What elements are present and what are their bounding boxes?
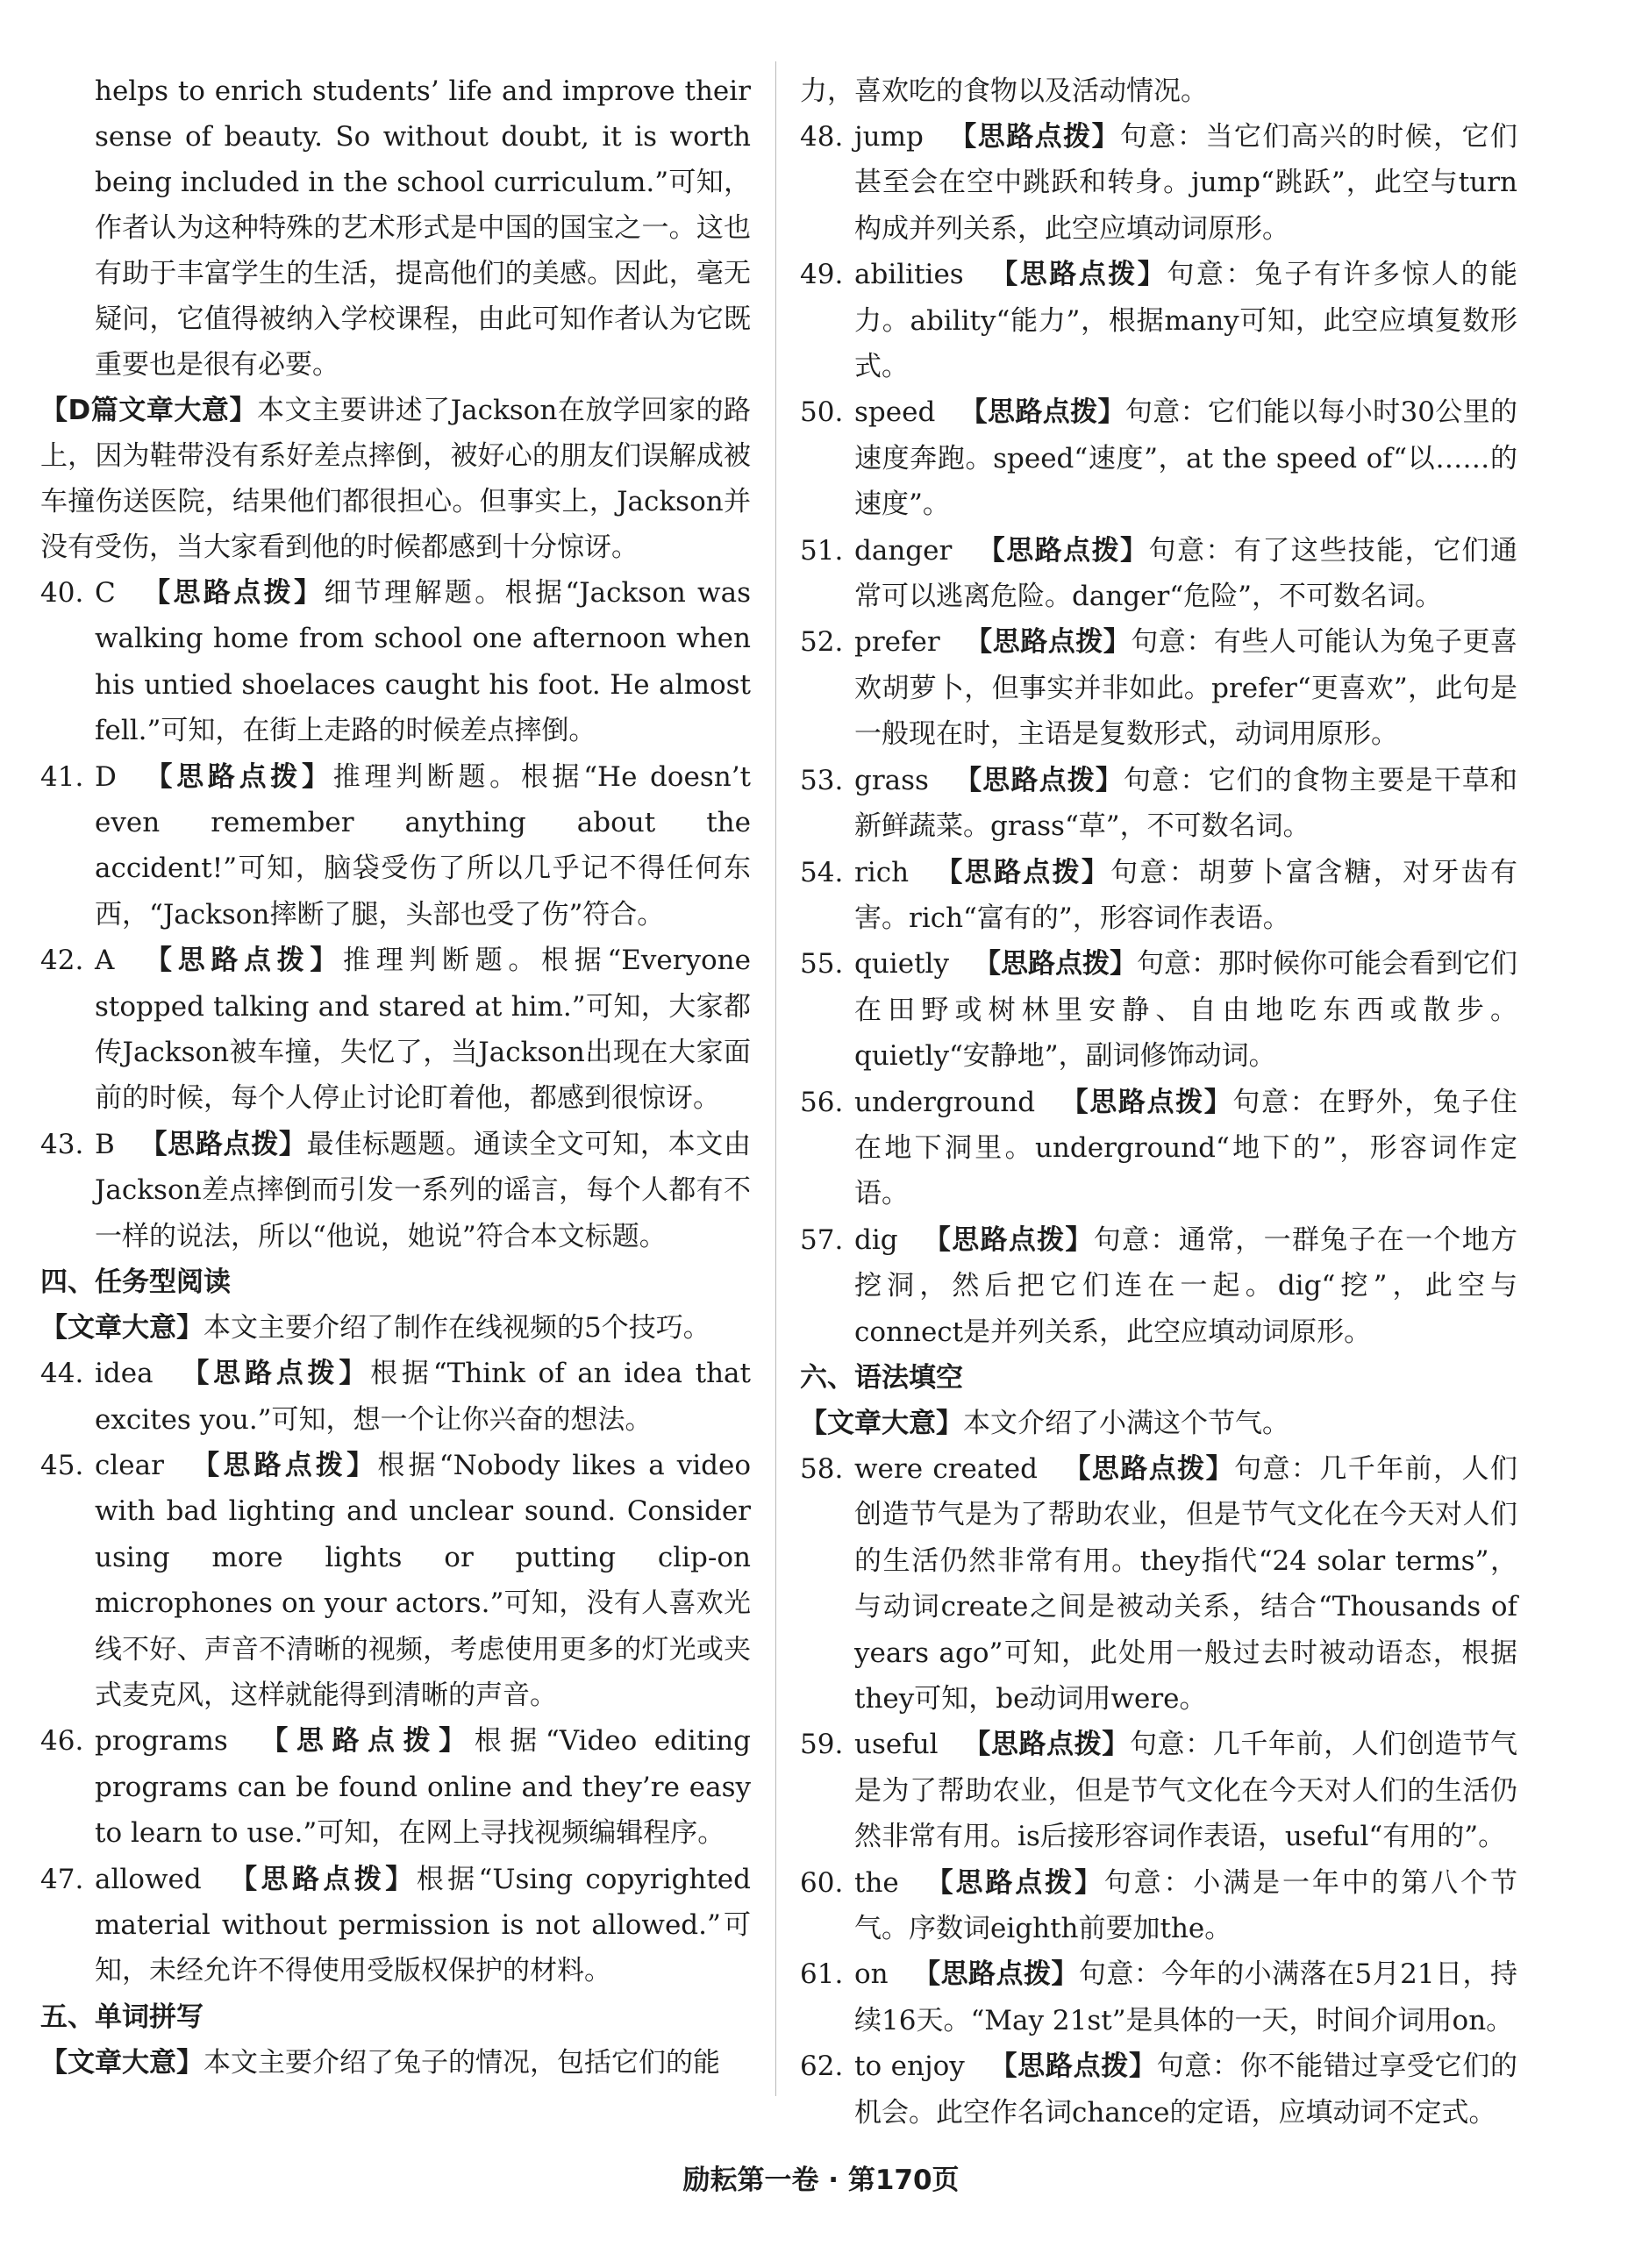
item-answer: abilities xyxy=(854,259,964,291)
item-tag: 【思路点拨】 xyxy=(177,1358,371,1390)
item-explanation: 句意：胡萝卜富含糖，对牙齿有害。rich“富有的”，形容词作表语。 xyxy=(854,856,1517,934)
item-explanation: 细节理解题。根据“Jackson was walking home from school one afternoon when his untied shoelaces caught his foot. He almost fell.”可知，在街上走路的时候差点摔倒。 xyxy=(95,577,751,747)
item-answer: quietly xyxy=(854,948,949,981)
section-4-summary xyxy=(40,1305,751,1351)
answer-item-43 xyxy=(40,1122,751,1259)
section-5-continuation: 力，喜欢吃的食物以及活动情况。 xyxy=(800,75,1208,107)
item-explanation: 推理判断题。根据“He doesn’t even remember anything about the accident!”可知，脑袋受伤了所以几乎记不得任何东西，“Jackson摔断了腿，头部也受了伤”符合。 xyxy=(95,760,752,931)
item-answer: allowed xyxy=(95,1863,202,1895)
section-6-summary xyxy=(800,1401,1517,1446)
answer-item-62 xyxy=(800,2043,1517,2136)
answer-item-54 xyxy=(800,850,1517,942)
item-explanation: 根据“Nobody likes a video with bad lighting and unclear sound. Consider using more lights or putting clip-on microphones on your actors.”可知，没有人喜欢光线不好、声音不清晰的视频，考虑使用更多的灯光或夹式麦克风，这样就能得到清晰的声音。 xyxy=(95,1449,752,1711)
item-number: 43. xyxy=(40,1128,84,1160)
item-tag: 【思路点拨】 xyxy=(139,945,344,977)
answer-item-51 xyxy=(800,528,1517,620)
answer-item-41 xyxy=(40,754,751,938)
item-number: 52. xyxy=(800,626,844,659)
section-4-tag: 【文章大意】 xyxy=(40,1312,203,1344)
item-tag: 【思路点拨】 xyxy=(139,1128,307,1160)
answer-item-58 xyxy=(800,1446,1517,1722)
item-answer: to enjoy xyxy=(854,2050,965,2083)
item-answer: B xyxy=(95,1128,115,1160)
item-tag: 【思路点拨】 xyxy=(1062,1452,1235,1485)
item-explanation: 句意：那时候你可能会看到它们在田野或树林里安静、自由地吃东西或散步。quietly“安静地”，副词修饰动词。 xyxy=(854,948,1518,1073)
item-tag: 【思路点拨】 xyxy=(989,2050,1157,2083)
item-explanation: 根据“Think of an idea that excites you.”可知，想一个让你兴奋的想法。 xyxy=(95,1358,751,1436)
section-5-summary xyxy=(40,2040,751,2086)
item-answer: speed xyxy=(854,396,936,429)
item-tag: 【思路点拨】 xyxy=(973,948,1137,981)
item-number: 41. xyxy=(40,760,84,793)
answer-item-59 xyxy=(800,1722,1517,1859)
item-tag: 【思路点拨】 xyxy=(988,259,1167,291)
item-explanation: 推理判断题。根据“Everyone stopped talking and stared at him.”可知，大家都传Jackson被车撞，失忆了，当Jackson出现在大家面前的时候，每个人停止讨论盯着他，都感到很惊讶。 xyxy=(95,945,751,1115)
item-number: 47. xyxy=(40,1863,84,1895)
item-tag: 【思路点拨】 xyxy=(922,1223,1094,1256)
item-answer: dig xyxy=(854,1223,898,1256)
item-tag: 【思路点拨】 xyxy=(225,1863,417,1895)
item-number: 54. xyxy=(800,856,844,888)
answer-item-56 xyxy=(800,1080,1517,1217)
item-tag: 【思路点拨】 xyxy=(912,1958,1079,1991)
item-tag: 【思路点拨】 xyxy=(933,856,1111,888)
item-answer: the xyxy=(854,1866,899,1899)
item-answer: on xyxy=(854,1958,889,1991)
item-number: 50. xyxy=(800,396,844,429)
answer-item-44 xyxy=(40,1351,751,1443)
item-explanation: 句意：今年的小满落在5月21日，持续16天。“May 21st”是具体的一天，时间介词用on。 xyxy=(854,1958,1518,2036)
item-number: 45. xyxy=(40,1449,84,1481)
section-6-text: 本文介绍了小满这个节气。 xyxy=(963,1407,1289,1439)
section-6-title: 六、语法填空 xyxy=(800,1361,963,1394)
item-explanation: 句意：当它们高兴的时候，它们甚至会在空中跳跃和转身。jump“跳跃”，此空与turn构成并列关系，此空应填动词原形。 xyxy=(854,121,1518,245)
item-answer: underground xyxy=(854,1086,1036,1118)
section-5-tag: 【文章大意】 xyxy=(40,2046,203,2079)
answer-item-61 xyxy=(800,1951,1517,2043)
answer-item-48 xyxy=(800,114,1517,252)
item-tag: 【思路点拨】 xyxy=(964,626,1132,659)
item-explanation: 句意：在野外，兔子住在地下洞里。underground“地下的”，形容词作定语。 xyxy=(854,1086,1518,1210)
answer-item-50 xyxy=(800,389,1517,527)
item-number: 55. xyxy=(800,948,844,981)
answer-item-49 xyxy=(800,252,1517,389)
intro-paragraph: helps to enrich students’ life and improve their sense of beauty. So without doubt, it is worth being included in the school curriculum.”可知，作者认为这种特殊的艺术形式是中国的国宝之一。这也有助于丰富学生的生活，提高他们的美感。因此，毫无疑问，它值得被纳入学校课程，由此可知作者认为它既重要也是很有必要。 xyxy=(95,75,751,381)
item-number: 57. xyxy=(800,1223,844,1256)
section-5-text: 本文主要介绍了兔子的情况，包括它们的能 xyxy=(203,2046,720,2079)
item-explanation: 句意：它们的食物主要是干草和新鲜蔬菜。grass“草”，不可数名词。 xyxy=(854,764,1518,843)
answer-item-57 xyxy=(800,1217,1517,1355)
item-answer: danger xyxy=(854,534,953,567)
item-answer: grass xyxy=(854,764,929,796)
left-column xyxy=(40,68,751,2086)
item-answer: idea xyxy=(95,1358,153,1390)
item-number: 48. xyxy=(800,121,844,153)
item-answer: jump xyxy=(854,121,924,153)
answer-item-55 xyxy=(800,941,1517,1079)
item-explanation: 句意：有些人可能认为兔子更喜欢胡萝卜，但事实并非如此。prefer“更喜欢”，此句是一般现在时，主语是复数形式，动词用原形。 xyxy=(854,626,1518,751)
item-number: 59. xyxy=(800,1729,844,1761)
item-explanation: 根据“Video editing programs can be found online and they’re easy to learn to use.”可知，在网上寻找视频编辑程序。 xyxy=(95,1725,752,1850)
item-explanation: 句意：通常，一群兔子在一个地方挖洞，然后把它们连在一起。dig“挖”，此空与connect是并列关系，此空应填动词原形。 xyxy=(854,1223,1518,1348)
section-5-title: 五、单词拼写 xyxy=(40,2001,203,2033)
answer-item-60 xyxy=(800,1860,1517,1952)
answer-item-42 xyxy=(40,938,751,1122)
item-number: 40. xyxy=(40,577,84,609)
item-tag: 【思路点拨】 xyxy=(139,577,325,609)
item-number: 42. xyxy=(40,945,84,977)
answer-item-40 xyxy=(40,570,751,754)
answer-item-52 xyxy=(800,619,1517,757)
item-number: 46. xyxy=(40,1725,84,1758)
passage-d-text: 本文主要讲述了Jackson在放学回家的路上，因为鞋带没有系好差点摔倒，被好心的朋友们误解成被车撞伤送医院，结果他们都很担心。但事实上，Jackson并没有受伤，当大家看到他的时候都感到十分惊讶。 xyxy=(40,395,752,563)
column-divider xyxy=(775,61,776,2096)
item-tag: 【思路点拨】 xyxy=(923,1866,1104,1899)
answer-item-45 xyxy=(40,1443,751,1718)
section-6-tag: 【文章大意】 xyxy=(800,1407,963,1439)
item-answer: prefer xyxy=(854,626,940,659)
item-explanation: 句意：有了这些技能，它们通常可以逃离危险。danger“危险”，不可数名词。 xyxy=(854,534,1518,613)
section-4-title: 四、任务型阅读 xyxy=(40,1266,231,1299)
item-number: 44. xyxy=(40,1358,84,1390)
page-footer: 励耘第一卷 · 第170页 xyxy=(682,2165,960,2196)
item-number: 60. xyxy=(800,1866,844,1899)
item-explanation: 根据“Using copyrighted material without permission is not allowed.”可知，未经允许不得使用受版权保护的材料。 xyxy=(95,1863,751,1987)
answer-item-46 xyxy=(40,1718,751,1856)
item-answer: D xyxy=(95,760,117,793)
item-number: 49. xyxy=(800,259,844,291)
item-tag: 【思路点拨】 xyxy=(953,764,1124,796)
item-answer: useful xyxy=(854,1729,939,1761)
item-explanation: 句意：小满是一年中的第八个节气。序数词eighth前要加the。 xyxy=(854,1866,1518,1945)
item-tag: 【思路点拨】 xyxy=(1060,1086,1233,1118)
item-answer: C xyxy=(95,577,116,609)
item-explanation: 句意：几千年前，人们创造节气是为了帮助农业，但是节气文化在今天对人们的生活仍然非常有用。is后接形容词作表语，useful“有用的”。 xyxy=(854,1729,1518,1853)
item-tag: 【思路点拨】 xyxy=(947,121,1121,153)
item-explanation: 句意：兔子有许多惊人的能力。ability“能力”，根据many可知，此空应填复数形式。 xyxy=(854,259,1518,383)
passage-d-summary xyxy=(40,388,751,570)
item-number: 51. xyxy=(800,534,844,567)
right-column xyxy=(800,68,1517,2136)
item-tag: 【思路点拨】 xyxy=(252,1725,475,1758)
answer-item-53 xyxy=(800,758,1517,850)
section-4-text: 本文主要介绍了制作在线视频的5个技巧。 xyxy=(203,1312,710,1344)
item-explanation: 句意：它们能以每小时30公里的速度奔跑。speed“速度”，at the speed of“以……的速度”。 xyxy=(854,396,1518,521)
item-answer: rich xyxy=(854,856,910,888)
answer-item-47 xyxy=(40,1857,751,1994)
item-number: 61. xyxy=(800,1958,844,1991)
item-number: 56. xyxy=(800,1086,844,1118)
item-tag: 【思路点拨】 xyxy=(962,1729,1130,1761)
item-answer: clear xyxy=(95,1449,164,1481)
item-explanation: 句意：几千年前，人们创造节气是为了帮助农业，但是节气文化在今天对人们的生活仍然非常有用。they指代“24 solar terms”，与动词create之间是被动关系，结合“Thousands of years ago”可知，此处用一般过去时被动语态，根据they可知，be动词用were。 xyxy=(854,1452,1517,1715)
item-tag: 【思路点拨】 xyxy=(960,396,1125,429)
item-answer: were created xyxy=(854,1452,1038,1485)
item-answer: A xyxy=(95,945,115,977)
item-explanation: 句意：你不能错过享受它们的机会。此空作名词chance的定语，应填动词不定式。 xyxy=(854,2050,1518,2129)
item-tag: 【思路点拨】 xyxy=(140,760,333,793)
item-tag: 【思路点拨】 xyxy=(188,1449,378,1481)
item-explanation: 最佳标题题。通读全文可知，本文由Jackson差点摔倒而引发一系列的谣言，每个人都有不一样的说法，所以“他说，她说”符合本文标题。 xyxy=(95,1128,751,1252)
item-answer: programs xyxy=(95,1725,228,1758)
item-number: 62. xyxy=(800,2050,844,2083)
item-number: 53. xyxy=(800,764,844,796)
item-tag: 【思路点拨】 xyxy=(976,534,1149,567)
passage-d-tag: 【D篇文章大意】 xyxy=(40,395,257,426)
item-number: 58. xyxy=(800,1452,844,1485)
